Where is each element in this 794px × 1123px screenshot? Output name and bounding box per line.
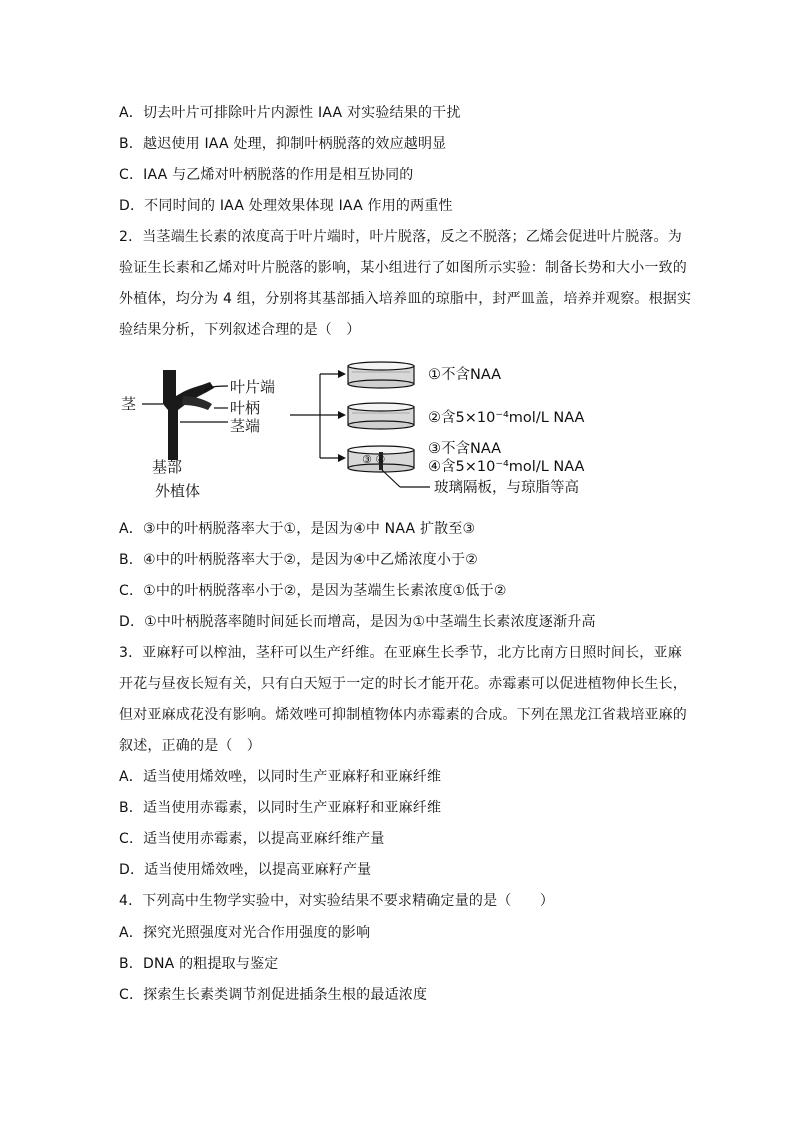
label-stem-end: 茎端 (230, 417, 261, 435)
explant-drawing (142, 370, 228, 460)
q4-option-c: C．探索生长素类调节剂促进插条生根的最适浓度 (119, 987, 428, 1003)
q2-option-d: D．①中叶柄脱落率随时间延长而增高，是因为①中茎端生长素浓度逐渐升高 (119, 614, 596, 630)
partition-label: 玻璃隔板，与琼脂等高 (434, 480, 579, 496)
petri-dish-1 (348, 362, 414, 388)
dish1-label: ①不含NAA (428, 367, 502, 383)
q2-stem-line-4: 验结果分析，下列叙述合理的是（ ） (119, 322, 361, 338)
q1-option-b: B．越迟使用 IAA 处理，抑制叶柄脱落的效应越明显 (119, 136, 447, 152)
label-base: 基部 (152, 458, 183, 476)
q1-option-c: C．IAA 与乙烯对叶柄脱落的作用是相互协同的 (119, 167, 414, 183)
q3-option-b: B．适当使用赤霉素，以同时生产亚麻籽和亚麻纤维 (119, 800, 442, 816)
experiment-figure (0, 0, 794, 520)
q3-stem-line-4: 叙述，正确的是（ ） (119, 738, 261, 754)
petri-dish-3 (348, 446, 430, 487)
q2-stem-line-1: 2．当茎端生长素的浓度高于叶片端时，叶片脱落，反之不脱落；乙烯会促进叶片脱落。为 (119, 229, 682, 245)
q2-option-b: B．④中的叶柄脱落率大于②，是因为④中乙烯浓度小于② (119, 552, 479, 568)
q2-option-a: A．③中的叶柄脱落率大于①，是因为④中 NAA 扩散至③ (119, 521, 476, 537)
q4-option-a: A．探究光照强度对光合作用强度的影响 (119, 925, 371, 941)
label-petiole: 叶柄 (230, 399, 261, 417)
q2-stem-line-2: 验证生长素和乙烯对叶片脱落的影响，某小组进行了如图所示实验：制备长势和大小一致的 (119, 260, 687, 276)
dish3-label-a: ③不含NAA (428, 441, 502, 457)
q3-stem-line-3: 但对亚麻成花没有影响。烯效唑可抑制植物体内赤霉素的合成。下列在黑龙江省栽培亚麻的 (119, 707, 687, 723)
q2-stem-line-3: 外植体，均分为 4 组，分别将其基部插入培养皿的琼脂中，封严皿盖，培养并观察。根据实 (119, 291, 692, 307)
dish2-label: ②含5×10⁻⁴mol/L NAA (428, 410, 585, 426)
dish3-label-b: ④含5×10⁻⁴mol/L NAA (428, 459, 585, 475)
q3-stem-line-1: 3．亚麻籽可以榨油，茎秆可以生产纤维。在亚麻生长季节，北方比南方日照时间长，亚麻 (119, 645, 682, 661)
q3-option-c: C．适当使用赤霉素，以提高亚麻纤维产量 (119, 831, 385, 847)
q2-option-c: C．①中的叶柄脱落率小于②，是因为茎端生长素浓度①低于② (119, 583, 507, 599)
arrows (290, 370, 346, 462)
q3-stem-line-2: 开花与昼夜长短有关，只有白天短于一定的时长才能开花。赤霉素可以促进植物伸长生长， (119, 676, 687, 692)
label-leaf-end: 叶片端 (230, 378, 276, 396)
label-stem: 茎 (121, 395, 137, 413)
q1-option-a: A．切去叶片可排除叶片内源性 IAA 对实验结果的干扰 (119, 105, 461, 121)
label-explant: 外植体 (155, 482, 201, 500)
dish3-inner-label: ③ ④ (362, 453, 386, 466)
q3-option-d: D．适当使用烯效唑，以提高亚麻籽产量 (119, 862, 372, 878)
q4-option-b: B．DNA 的粗提取与鉴定 (119, 956, 279, 972)
q4-stem: 4．下列高中生物学实验中，对实验结果不要求精确定量的是（ ） (119, 893, 555, 909)
petri-dish-2 (348, 403, 414, 429)
q1-option-d: D．不同时间的 IAA 处理效果体现 IAA 作用的两重性 (119, 198, 453, 214)
q3-option-a: A．适当使用烯效唑，以同时生产亚麻籽和亚麻纤维 (119, 769, 442, 785)
